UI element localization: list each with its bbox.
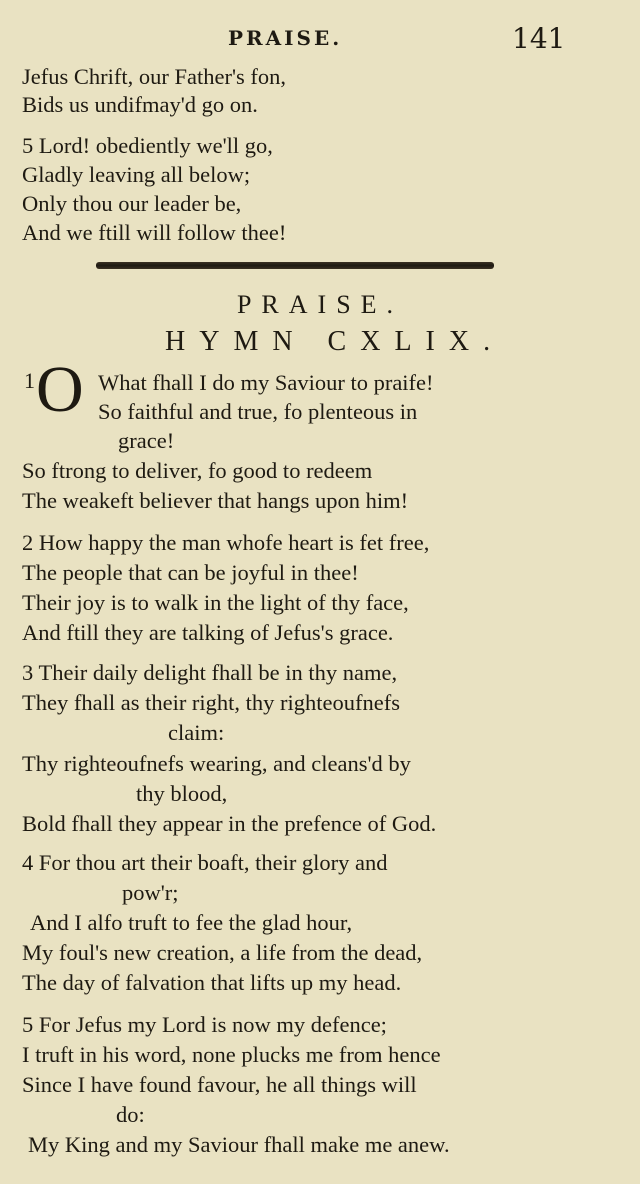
verse-line: They fhall as their right, thy righteoufnefs xyxy=(22,690,401,715)
section-title: PRAISE. xyxy=(236,290,404,319)
verse-line: 5 Lord! obediently we'll go, xyxy=(22,133,273,158)
section-divider xyxy=(96,262,494,269)
verse-line: And I alfo truft to fee the glad hour, xyxy=(30,910,353,935)
verse-line: And we ftill will follow thee! xyxy=(22,220,287,245)
verse-line: Bids us undifmay'd go on. xyxy=(22,92,258,117)
verse-line: My King and my Saviour fhall make me anew. xyxy=(28,1132,450,1157)
verse-line: do: xyxy=(116,1102,145,1127)
verse-line: 5 For Jefus my Lord is now my defence; xyxy=(22,1012,387,1037)
verse-line: Their joy is to walk in the light of thy face, xyxy=(22,590,409,615)
verse-line: 2 How happy the man whofe heart is fet free, xyxy=(22,530,430,555)
verse-line: Thy righteoufnefs wearing, and cleans'd by xyxy=(22,751,411,776)
verse-line: 3 Their daily delight fhall be in thy name, xyxy=(22,660,398,685)
verse-line: pow'r; xyxy=(122,880,179,905)
verse-line: Gladly leaving all below; xyxy=(22,162,251,187)
verse-line: And ftill they are talking of Jefus's grace. xyxy=(22,620,394,645)
verse-line: So faithful and true, fo plenteous in xyxy=(98,399,418,424)
verse-line: My foul's new creation, a life from the dead, xyxy=(22,940,423,965)
verse-line: The weakeft believer that hangs upon him! xyxy=(22,488,409,513)
verse-line: So ftrong to deliver, fo good to redeem xyxy=(22,458,373,483)
running-head: PRAISE. xyxy=(228,26,343,50)
verse-line: 4 For thou art their boaft, their glory and xyxy=(22,850,388,875)
verse-line: I truft in his word, none plucks me from hence xyxy=(22,1042,441,1067)
page-number: 141 xyxy=(512,22,566,55)
verse-line: claim: xyxy=(168,720,225,745)
verse-line: The day of falvation that lifts up my head. xyxy=(22,970,402,995)
hymn-number: HYMN CXLIX. xyxy=(165,326,505,357)
verse-line: The people that can be joyful in thee! xyxy=(22,560,359,585)
verse-line: Only thou our leader be, xyxy=(22,191,242,216)
drop-cap: O xyxy=(36,353,84,426)
verse-line: thy blood, xyxy=(136,781,228,806)
verse-line: grace! xyxy=(118,428,175,453)
page-header xyxy=(0,22,640,55)
verse-line: Bold fhall they appear in the prefence of God. xyxy=(22,811,437,836)
verse-line: Since I have found favour, he all things will xyxy=(22,1072,417,1097)
verse-line: What fhall I do my Saviour to praife! xyxy=(98,370,434,395)
verse-number: 1 xyxy=(24,368,35,393)
verse-line: Jefus Chrift, our Father's fon, xyxy=(22,64,287,89)
